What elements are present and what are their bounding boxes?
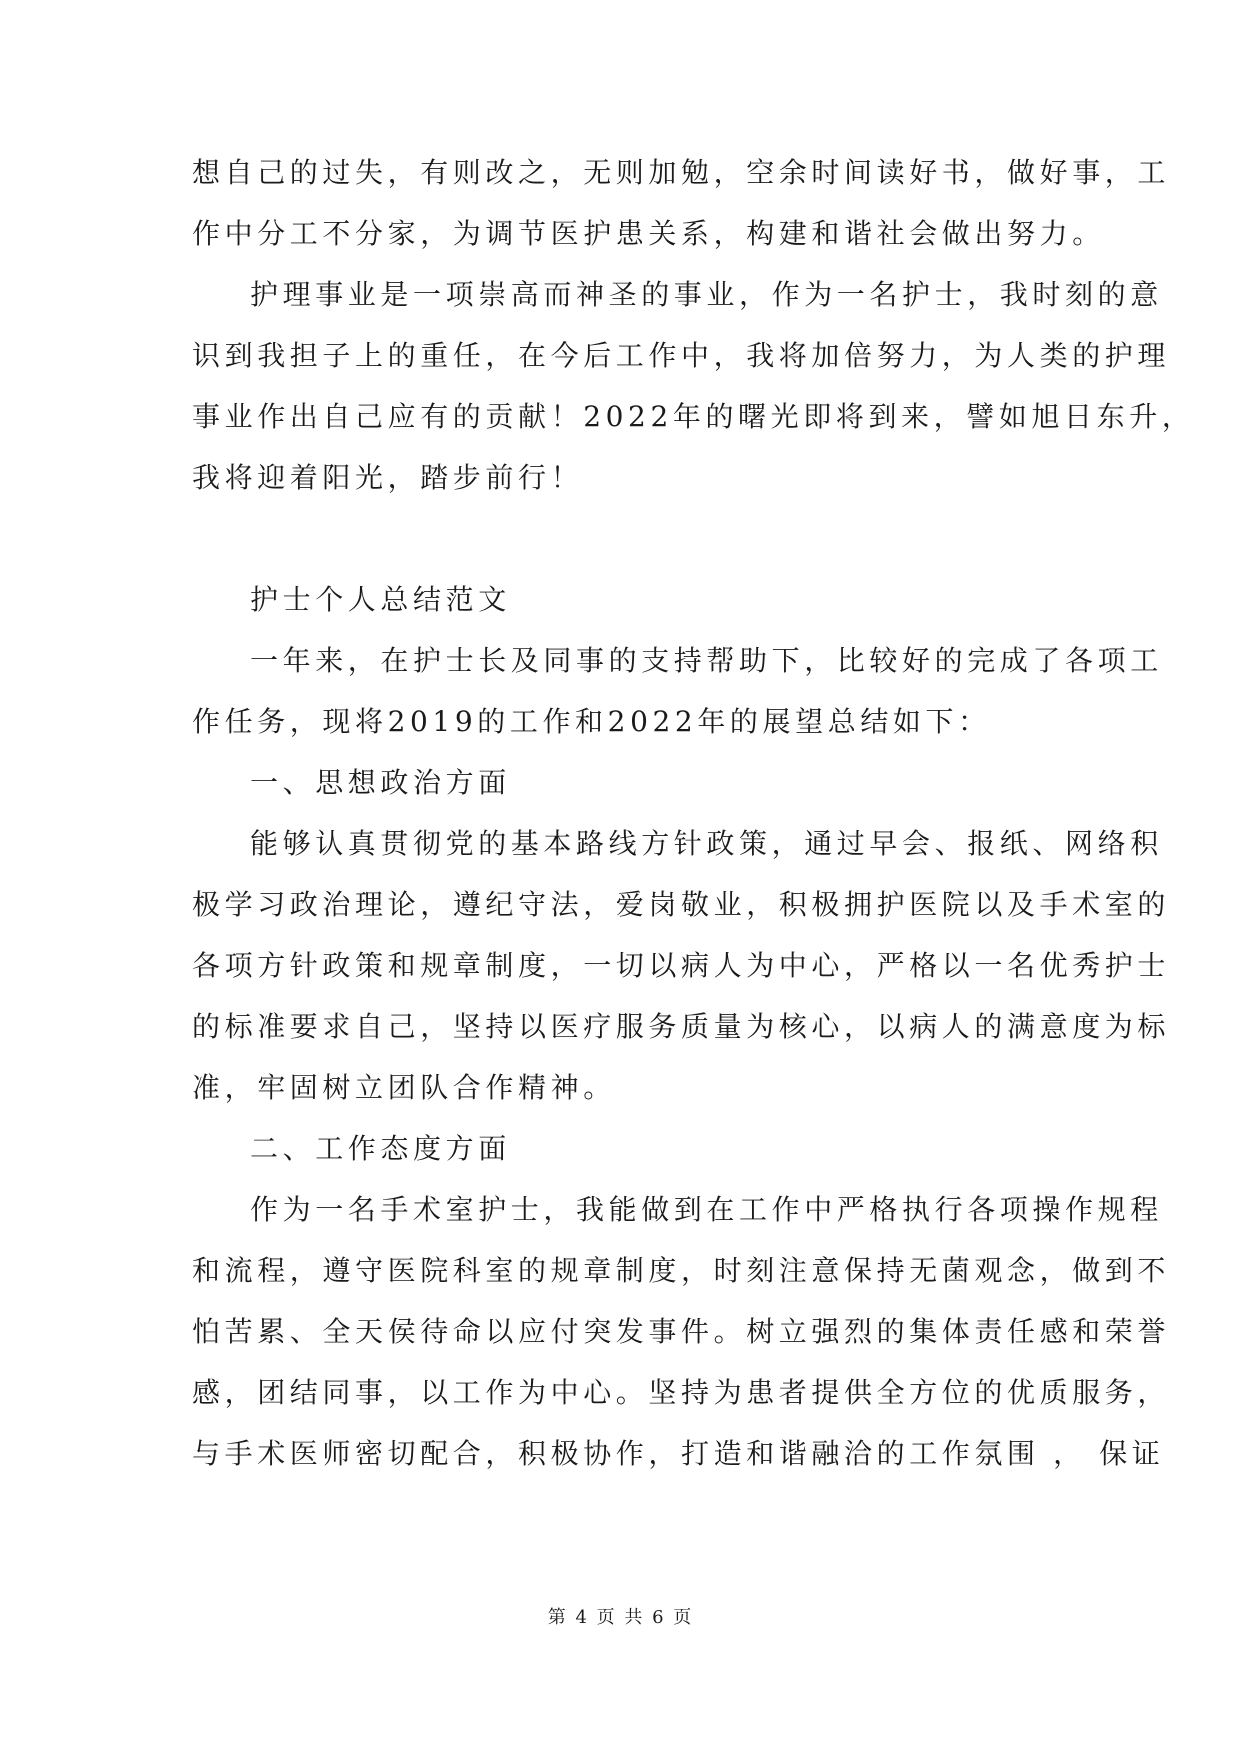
page-footer: 第 4 页 共 6 页 xyxy=(547,1607,694,1628)
text-line: 和流程，遵守医院科室的规章制度，时刻注意保持无菌观念，做到不 xyxy=(192,1254,1171,1287)
text-line: 事业作出自己应有的贡献！2022年的曙光即将到来，譬如旭日东升， xyxy=(192,400,1195,433)
text-line: 作任务，现将2019的工作和2022年的展望总结如下： xyxy=(192,705,991,738)
text-line: 准，牢固树立团队合作精神。 xyxy=(192,1071,616,1104)
paragraph-start-line: 作为一名手术室护士，我能做到在工作中严格执行各项操作规程 xyxy=(250,1193,1163,1226)
text-line: 感，团结同事，以工作为中心。坚持为患者提供全方位的优质服务， xyxy=(192,1376,1171,1409)
text-line: 的标准要求自己，坚持以医疗服务质量为核心，以病人的满意度为标 xyxy=(192,1010,1171,1043)
text-line: 我将迎着阳光，踏步前行！ xyxy=(192,461,584,494)
section-heading: 二、工作态度方面 xyxy=(250,1132,511,1165)
text-line: 作中分工不分家，为调节医护患关系，构建和谐社会做出努力。 xyxy=(192,217,1105,250)
text-line: 怕苦累、全天侯待命以应付突发事件。树立强烈的集体责任感和荣誉 xyxy=(192,1315,1171,1348)
paragraph-start-line: 一年来，在护士长及同事的支持帮助下，比较好的完成了各项工 xyxy=(250,644,1163,677)
paragraph-start-line: 护理事业是一项崇高而神圣的事业，作为一名护士，我时刻的意 xyxy=(250,278,1163,311)
text-line: 想自己的过失，有则改之，无则加勉，空余时间读好书，做好事，工 xyxy=(192,156,1171,189)
text-line: 与手术医师密切配合，积极协作，打造和谐融洽的工作氛围 ， 保证 xyxy=(192,1437,1165,1470)
text-line: 识到我担子上的重任，在今后工作中，我将加倍努力，为人类的护理 xyxy=(192,339,1171,372)
paragraph-start-line: 能够认真贯彻党的基本路线方针政策，通过早会、报纸、网络积 xyxy=(250,827,1163,860)
text-line: 各项方针政策和规章制度，一切以病人为中心，严格以一名优秀护士 xyxy=(192,949,1171,982)
section-title: 护士个人总结范文 xyxy=(250,583,511,616)
section-heading: 一、思想政治方面 xyxy=(250,766,511,799)
text-line: 极学习政治理论，遵纪守法，爱岗敬业，积极拥护医院以及手术室的 xyxy=(192,888,1171,921)
